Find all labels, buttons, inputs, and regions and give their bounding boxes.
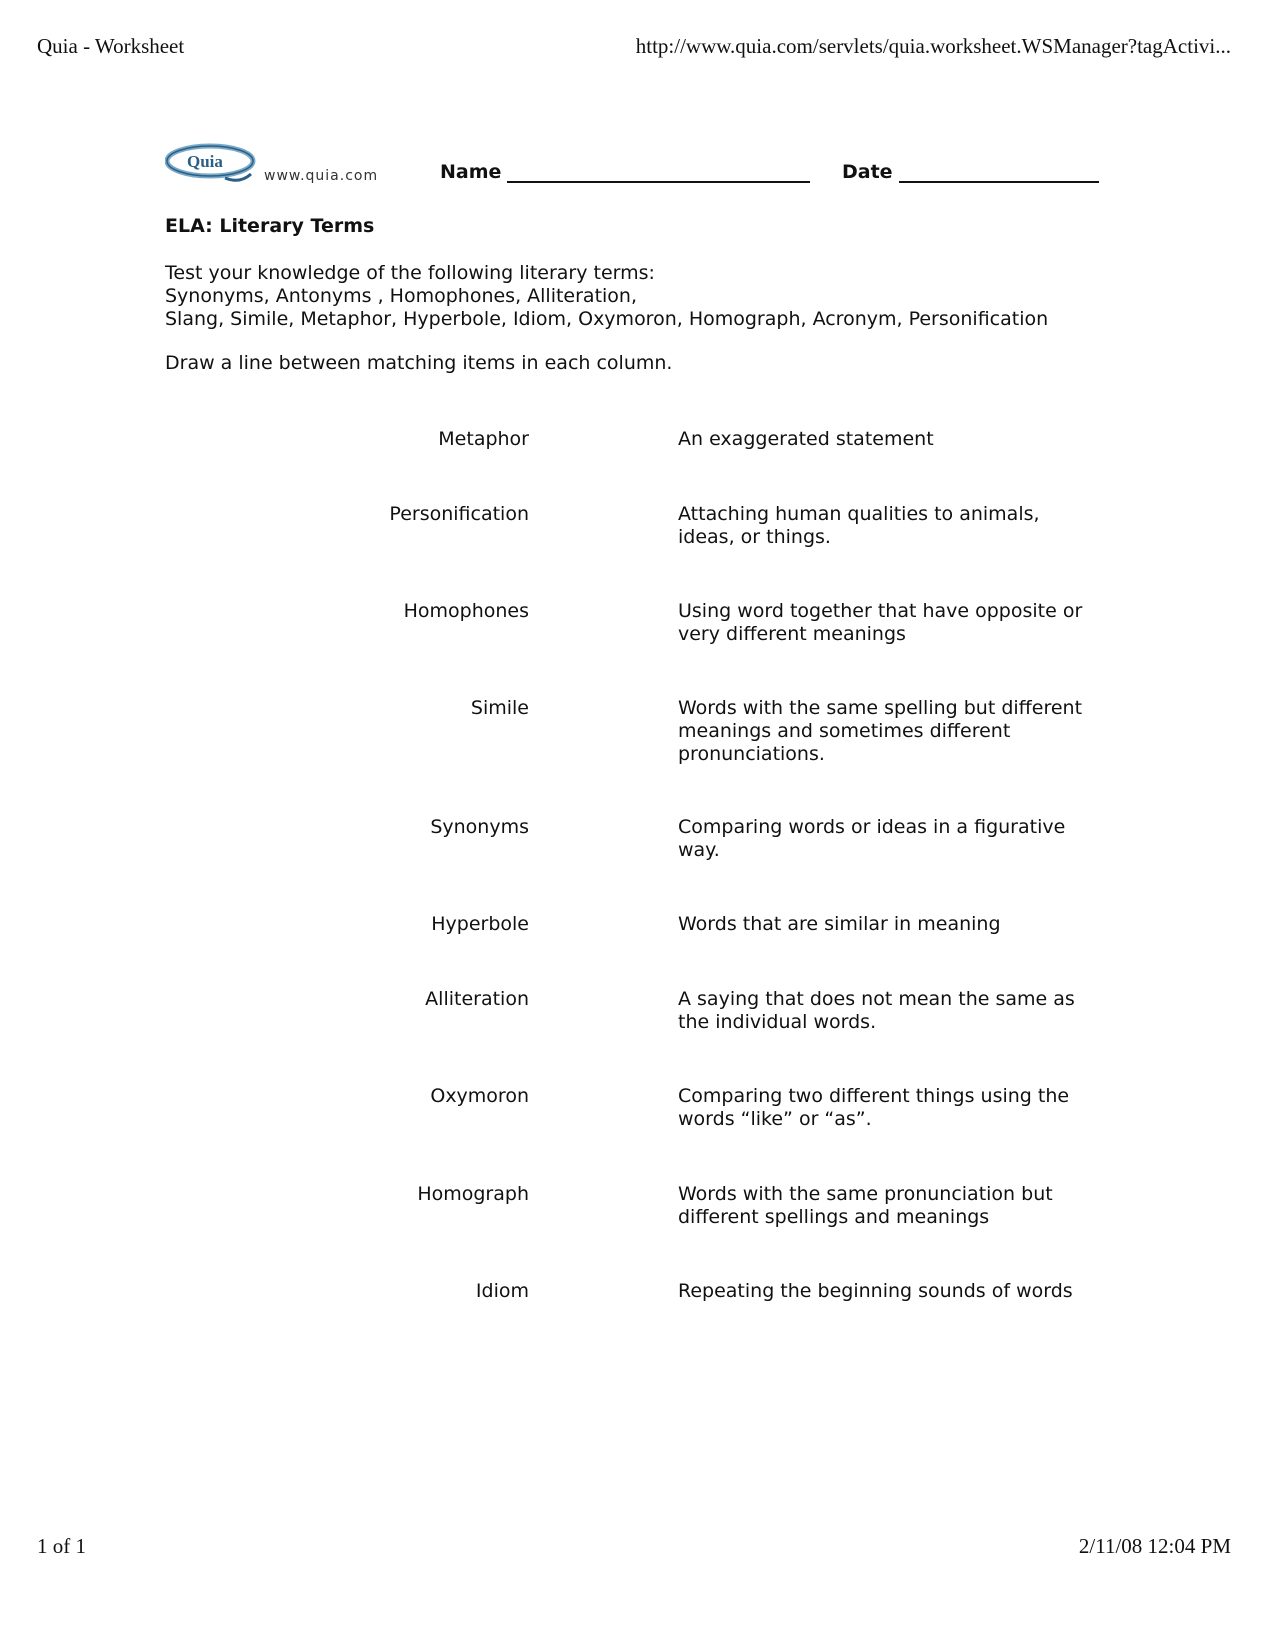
logo-url: www.quia.com — [264, 168, 379, 184]
term-item: Hyperbole — [431, 913, 529, 935]
definition-line: Repeating the beginning sounds of words — [678, 1280, 1073, 1302]
term-item: Homophones — [403, 600, 529, 622]
definition-line: A saying that does not mean the same as — [678, 988, 1075, 1010]
browser-page-title: Quia - Worksheet — [37, 34, 185, 58]
definition-line: different spellings and meanings — [678, 1206, 990, 1228]
intro-line: Synonyms, Antonyms , Homophones, Alliteration, — [165, 285, 638, 307]
worksheet-title: ELA: Literary Terms — [165, 215, 375, 237]
term-item: Oxymoron — [430, 1085, 529, 1107]
definition-item — [678, 988, 1098, 1034]
definition-line: the individual words. — [678, 1011, 877, 1033]
definition-item — [678, 1183, 1098, 1229]
definition-line: Words with the same pronunciation but — [678, 1183, 1053, 1205]
term-item: Alliteration — [425, 988, 529, 1010]
page-number: 1 of 1 — [37, 1534, 86, 1558]
definition-line: Comparing words or ideas in a figurative — [678, 816, 1066, 838]
definition-item — [678, 428, 1098, 451]
definition-line: way. — [678, 839, 720, 861]
definition-line: Comparing two different things using the — [678, 1085, 1070, 1107]
name-blank-line — [507, 163, 810, 183]
definition-line: Attaching human qualities to animals, — [678, 503, 1040, 525]
definition-item — [678, 503, 1098, 549]
definition-line: pronunciations. — [678, 743, 825, 765]
definition-item — [678, 1280, 1098, 1303]
svg-text:Quia: Quia — [187, 152, 223, 171]
term-item: Simile — [470, 697, 529, 719]
intro-text — [165, 262, 1048, 331]
intro-line: Slang, Simile, Metaphor, Hyperbole, Idiom, Oxymoron, Homograph, Acronym, Personification — [165, 308, 1049, 330]
definition-item — [678, 600, 1098, 646]
definition-item — [678, 1085, 1098, 1131]
term-item: Personification — [389, 503, 529, 525]
intro-line: Test your knowledge of the following literary terms: — [165, 262, 655, 284]
definition-line: ideas, or things. — [678, 526, 831, 548]
definition-item — [678, 913, 1098, 936]
quia-logo-icon — [165, 140, 265, 190]
definition-line: words “like” or “as”. — [678, 1108, 872, 1130]
date-field — [842, 161, 1099, 183]
browser-page-url: http://www.quia.com/servlets/quia.worksheet.WSManager?tagActivi... — [635, 34, 1231, 58]
date-blank-line — [899, 163, 1099, 183]
term-item: Synonyms — [430, 816, 529, 838]
definition-line: An exaggerated statement — [678, 428, 934, 450]
definition-item — [678, 697, 1098, 766]
definition-line: Using word together that have opposite or — [678, 600, 1083, 622]
definition-line: Words with the same spelling but different — [678, 697, 1083, 719]
term-item: Homograph — [417, 1183, 529, 1205]
name-field — [440, 161, 810, 183]
definition-line: Words that are similar in meaning — [678, 913, 1001, 935]
instructions: Draw a line between matching items in each column. — [165, 352, 673, 374]
print-datetime: 2/11/08 12:04 PM — [1078, 1534, 1231, 1558]
term-item: Idiom — [475, 1280, 529, 1302]
definition-item — [678, 816, 1098, 862]
term-item: Metaphor — [438, 428, 529, 450]
definition-line: meanings and sometimes different — [678, 720, 1011, 742]
definition-line: very different meanings — [678, 623, 906, 645]
date-label: Date — [842, 161, 893, 183]
name-label: Name — [440, 161, 502, 183]
